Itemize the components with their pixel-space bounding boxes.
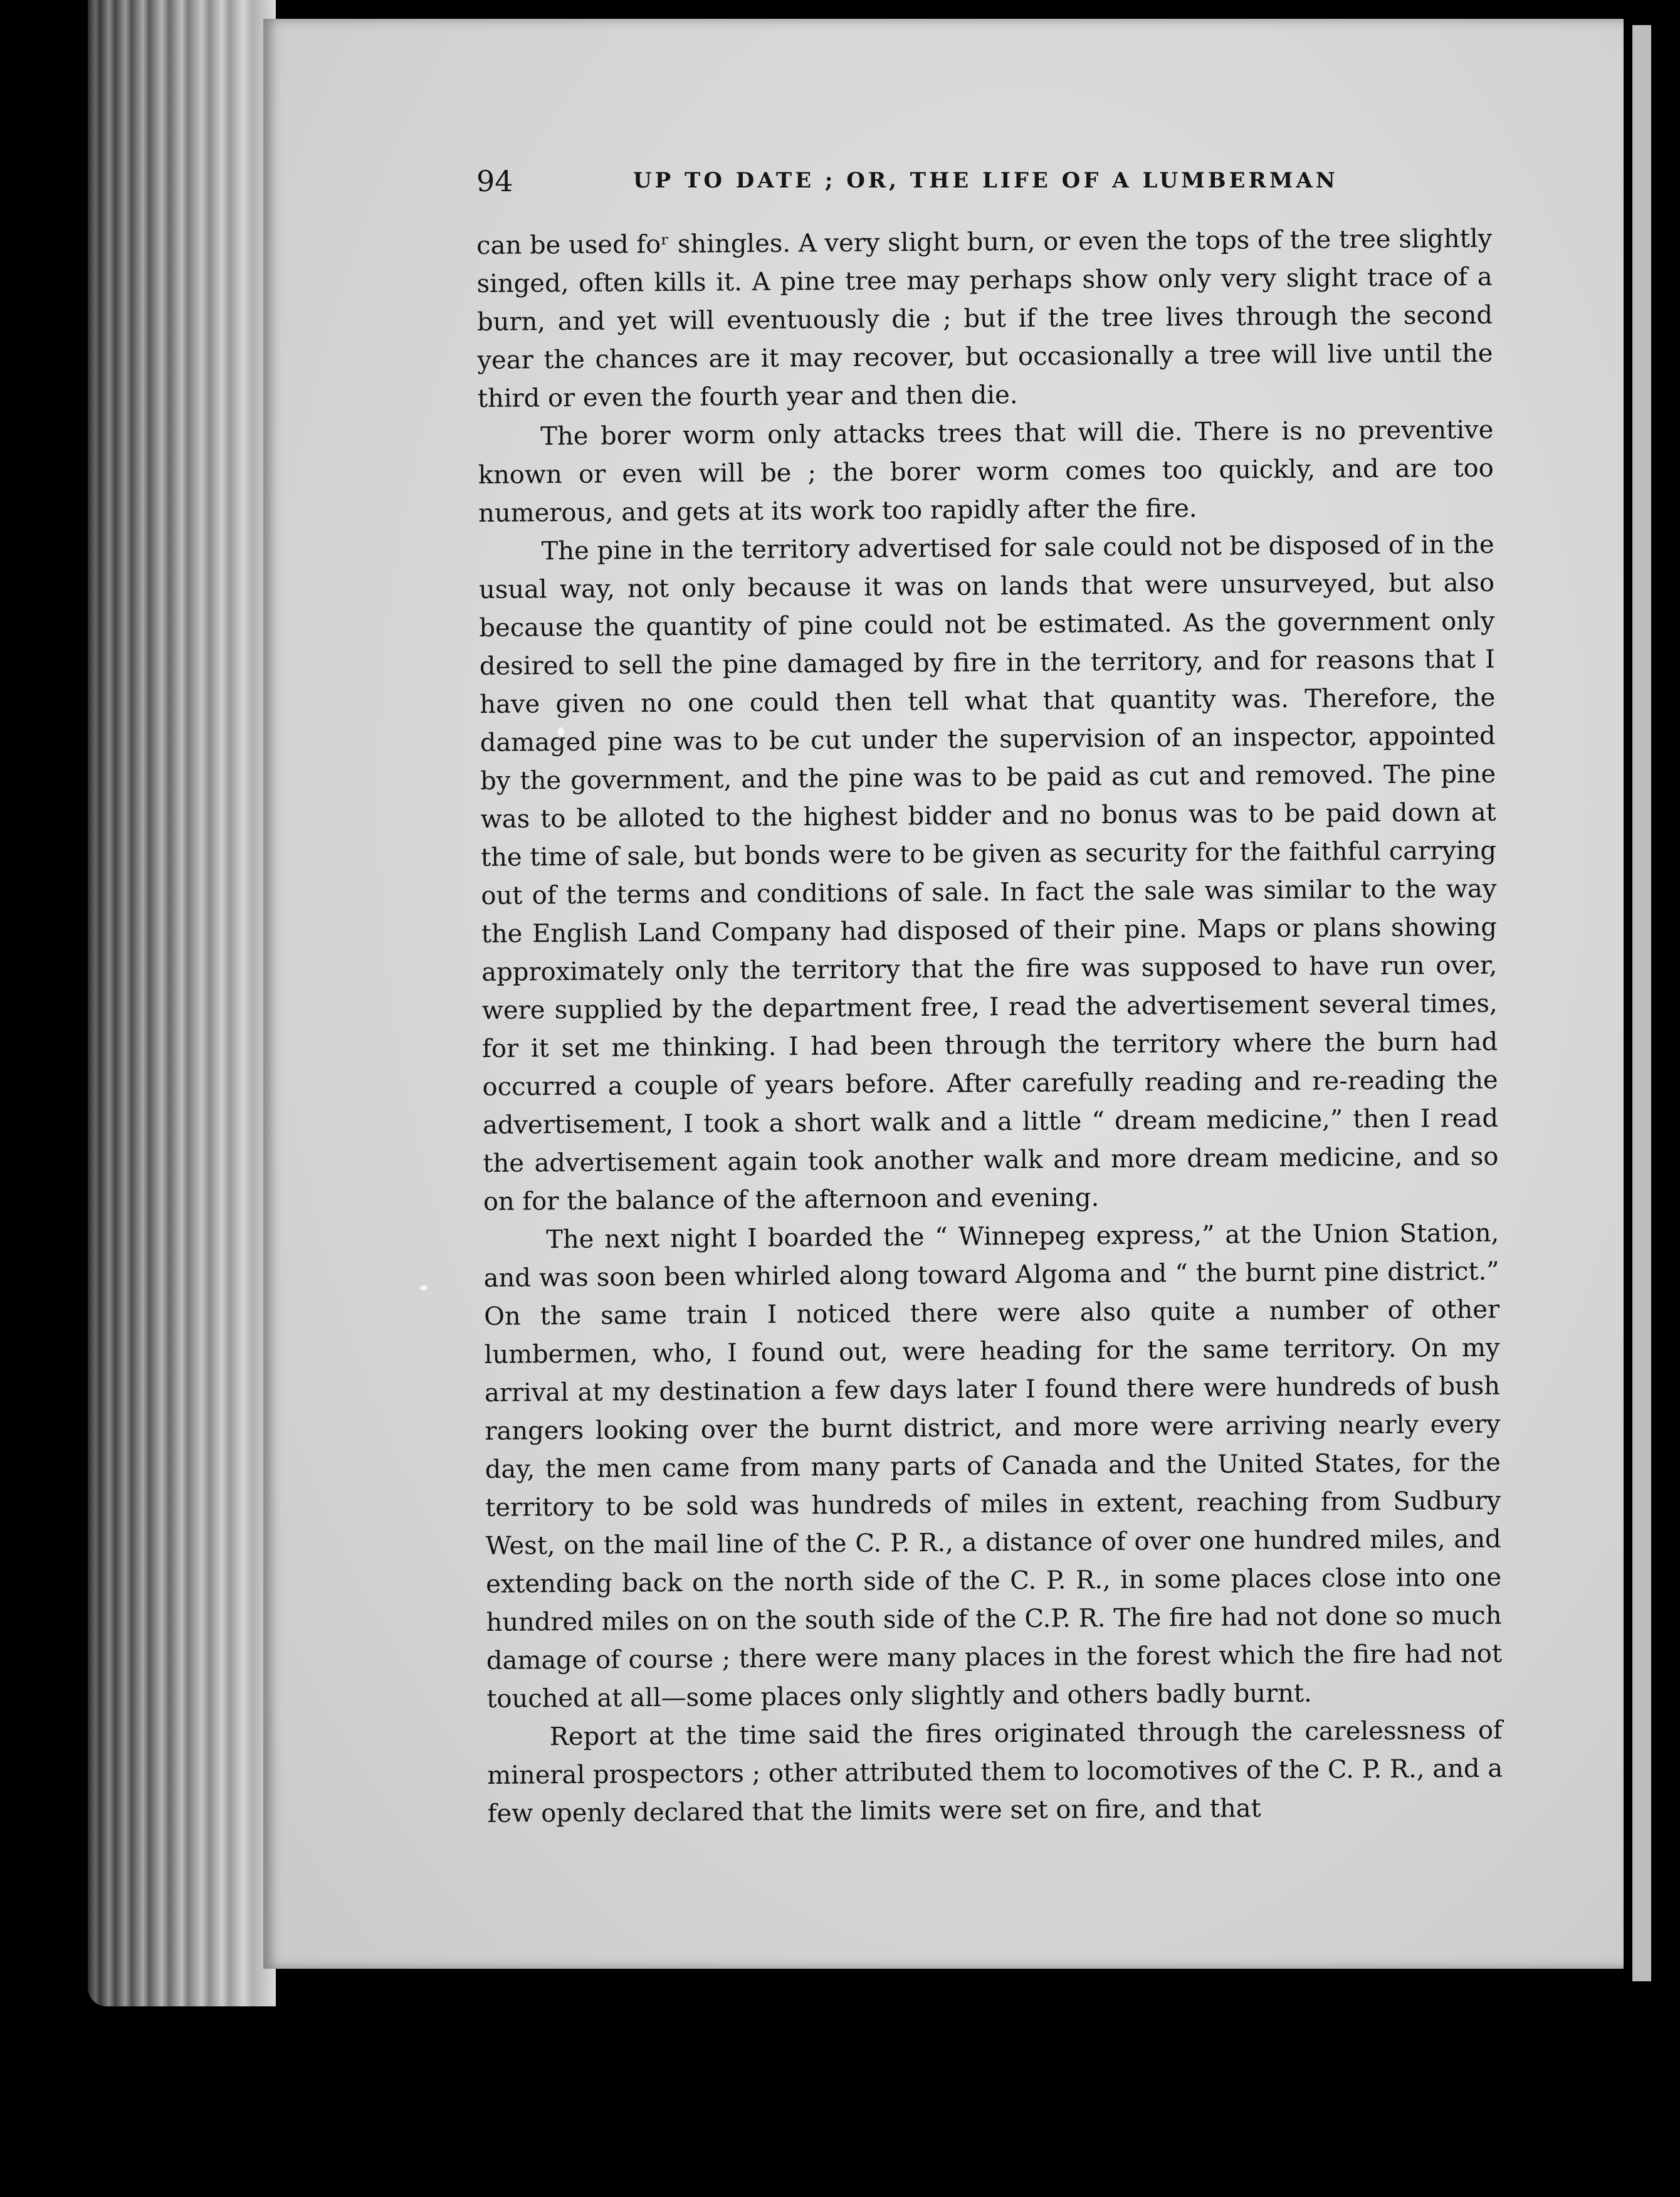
body-text	[476, 220, 1503, 1833]
page-number: 94	[476, 164, 513, 198]
facing-page-sliver	[1632, 25, 1651, 1981]
paragraph: Report at the time said the fires originated through the carelessness of mineral prospectors ; other attributed them to locomotives of the C. P. R., and a few openly declared that the limits were set on fire, and that	[487, 1715, 1503, 1828]
paper-speck	[420, 1285, 428, 1290]
facing-page-edge	[1624, 0, 1680, 2197]
running-head: UP TO DATE ; OR, THE LIFE OF A LUMBERMAN	[633, 168, 1338, 193]
page-edges	[88, 0, 276, 2006]
paragraph: can be used foʳ shingles. A very slight burn, or even the tops of the tree slightly singed, often kills it. A pine tree may perhaps show only very slight trace of a burn, and yet will eventuously die ; but if the tree lives through the second year the chances are it may recover, but occasionally a tree will live until the third or even the fourth year and then die.	[476, 224, 1493, 413]
paragraph: The pine in the territory advertised for sale could not be disposed of in the usual way, not only because it was on lands that were unsurveyed, but also because the quantity of pine could not be estimated. As the government only desired to sell the pine damaged by fire in the territory, and for reasons that I have given no one could then tell what that quantity was. Therefore, the damaged pine was to be cut under the supervision of an inspector, appointed by the government, and the pine was to be paid as cut and removed. The pine was to be alloted to the highest bidder and no bonus was to be paid down at the time of sale, but bonds were to be given as security for the faithful carrying out of the terms and conditions of sale. In fact the sale was similar to the way the English Land Company had disposed of their pine. Maps or plans showing approximately only the territory that the fire was supposed to have run over, were supplied by the department free, I read the advertisement several times, for it set me thinking. I had been through the territory where the burn had occurred a couple of years before. After carefully reading and re-reading the advertisement, I took a short walk and a little “ dream medicine,” then I read the advertisement again took another walk and more dream medicine, and so on for the balance of the afternoon and evening.	[478, 530, 1499, 1216]
paragraph: The next night I boarded the “ Winnepeg express,” at the Union Station, and was soon been whirled along toward Algoma and “ the burnt pine district.” On the same train I noticed there were also quite a number of other lumbermen, who, I found out, were heading for the same territory. On my arrival at my destination a few days later I found there were hundreds of bush rangers looking over the burnt district, and more were arriving nearly every day, the men came from many parts of Canada and the United States, for the territory to be sold was hundreds of miles in extent, reaching from Sudbury West, on the mail line of the C. P. R., a distance of over one hundred miles, and extending back on the north side of the C. P. R., in some places close into one hundred miles on on the south side of the C.P. R. The fire had not done so much damage of course ; there were many places in the forest which the fire had not touched at all—some places only slightly and others badly burnt.	[483, 1218, 1503, 1714]
paragraph: The borer worm only attacks trees that will die. There is no preventive known or even will be ; the borer worm comes too quickly, and are too numerous, and gets at its work too rapidly after the fire.	[478, 415, 1494, 528]
